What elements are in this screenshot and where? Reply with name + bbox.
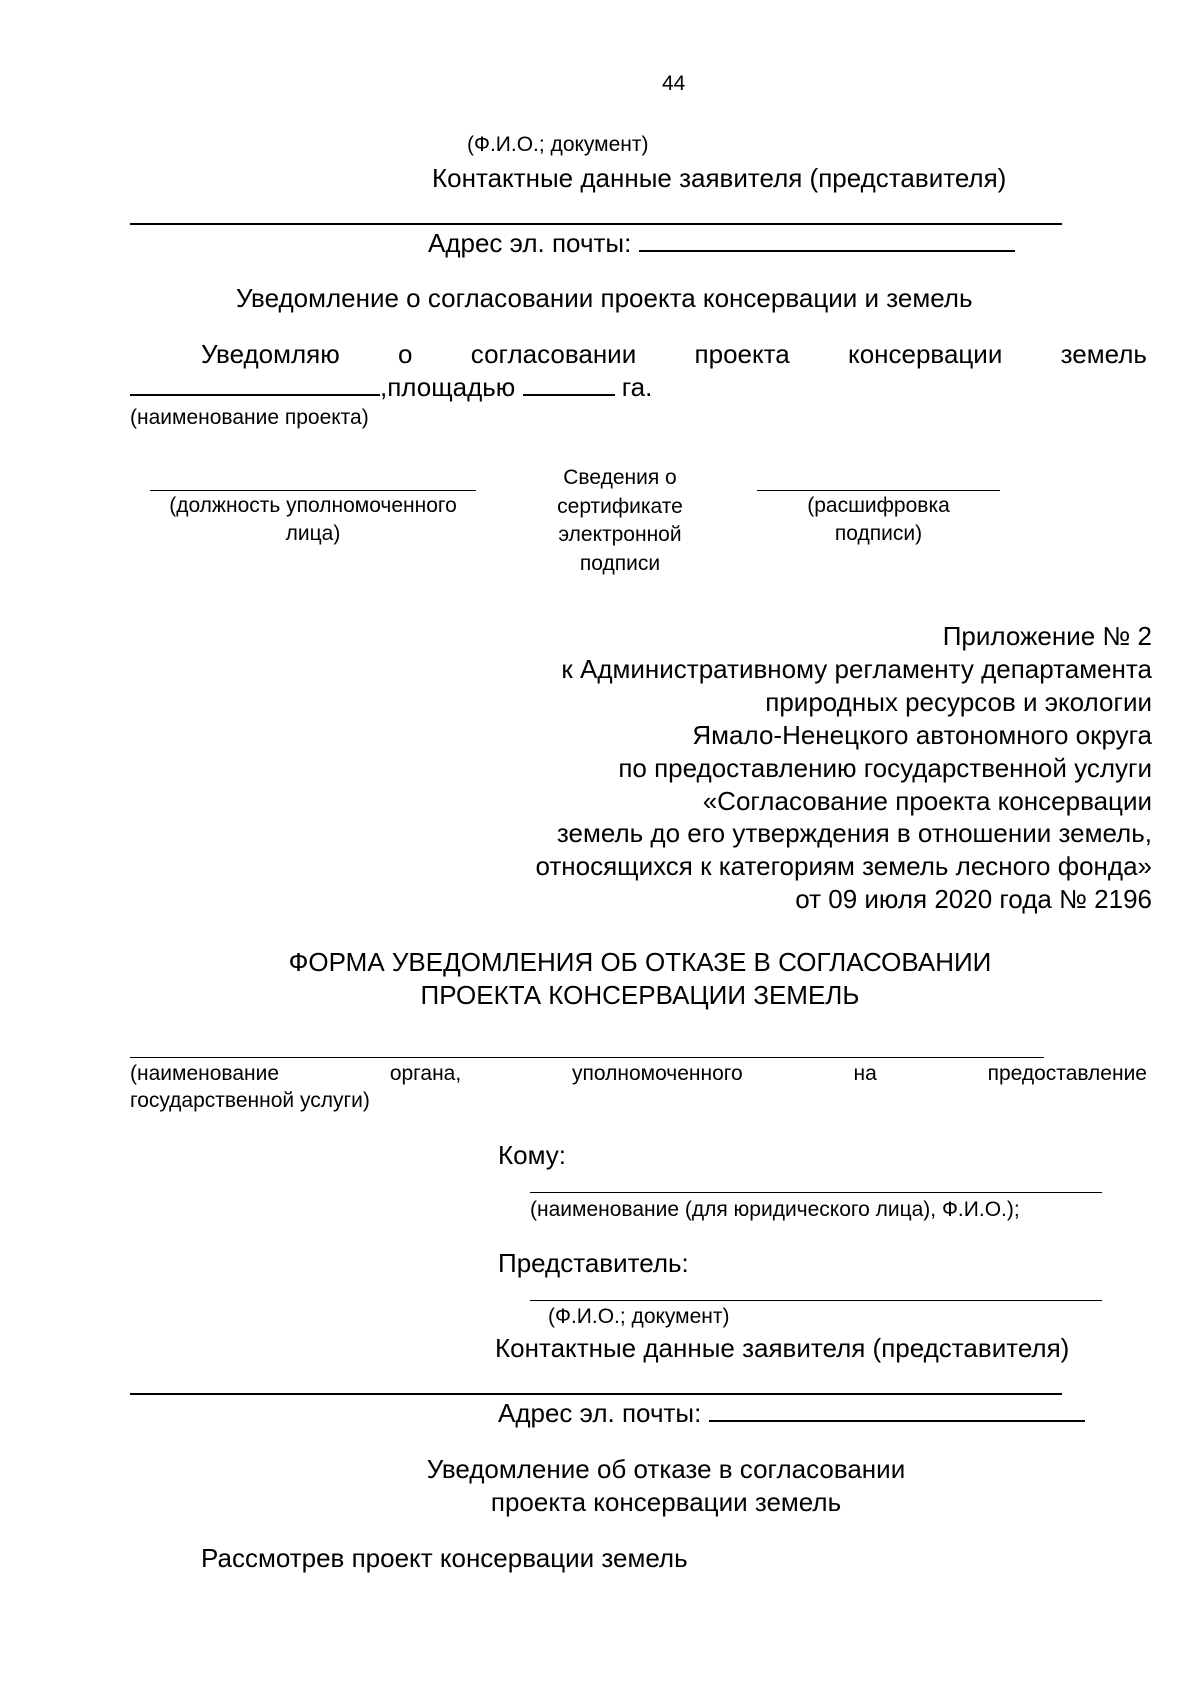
contacts-heading: Контактные данные заявителя (представителя) bbox=[432, 163, 1007, 193]
appendix-line: по предоставлению государственной услуги bbox=[618, 752, 1152, 783]
notice-body-line2 bbox=[130, 372, 652, 403]
appendix-line: природных ресурсов и экологии bbox=[765, 686, 1152, 717]
area-blank bbox=[523, 372, 615, 396]
appendix-line: от 09 июля 2020 года № 2196 bbox=[795, 884, 1152, 915]
form-email-blank bbox=[709, 1398, 1085, 1422]
organ-name-line bbox=[130, 1057, 1044, 1058]
project-caption: (наименование проекта) bbox=[130, 406, 369, 429]
contacts-rule bbox=[130, 223, 1062, 225]
notice-heading: Уведомление о согласовании проекта консервации и земель bbox=[236, 283, 973, 313]
appendix-line: относящихся к категориям земель лесного фонда» bbox=[535, 851, 1152, 882]
ha-unit: га. bbox=[621, 372, 653, 402]
appendix-line: земель до его утверждения в отношении земель, bbox=[556, 818, 1152, 849]
representative-label: Представитель: bbox=[498, 1248, 689, 1278]
appendix-line: Ямало-Ненецкого автономного округа bbox=[692, 719, 1152, 750]
position-caption: (должность уполномоченного лица) bbox=[169, 494, 457, 545]
project-name-blank bbox=[130, 372, 380, 396]
form-contacts-heading: Контактные данные заявителя (представителя) bbox=[495, 1333, 1070, 1363]
appendix-line: Приложение № 2 bbox=[942, 621, 1152, 651]
notice-body-line1 bbox=[201, 339, 1147, 370]
organ-caption-line2: государственной услуги) bbox=[130, 1089, 370, 1112]
form-email-label: Адрес эл. почты: bbox=[498, 1398, 702, 1428]
fio-doc-caption: (Ф.И.О.; документ) bbox=[467, 133, 649, 156]
body-word: земель bbox=[1060, 339, 1147, 369]
body-word: проекта bbox=[694, 339, 790, 369]
decoding-caption: (расшифровка подписи) bbox=[807, 494, 950, 545]
email-blank bbox=[639, 228, 1015, 252]
refusal-body: Рассмотрев проект консервации земель bbox=[201, 1543, 688, 1573]
page-number: 44 bbox=[662, 72, 686, 95]
decoding-signature-line bbox=[757, 490, 1000, 491]
body-word: согласовании bbox=[470, 339, 637, 369]
to-label: Кому: bbox=[498, 1140, 566, 1170]
appendix-line: «Согласование проекта консервации bbox=[702, 785, 1152, 816]
form-contacts-rule bbox=[130, 1393, 1062, 1395]
organ-caption-line1: (наименование органа, уполномоченного на предоставление bbox=[130, 1062, 1147, 1085]
appendix-block bbox=[535, 620, 1152, 916]
representative-name-line bbox=[530, 1300, 1102, 1301]
form-title: ФОРМА УВЕДОМЛЕНИЯ ОБ ОТКАЗЕ В СОГЛАСОВАНИИ ПРОЕКТА КОНСЕРВАЦИИ ЗЕМЕЛЬ bbox=[288, 947, 992, 1010]
to-name-line bbox=[530, 1192, 1102, 1193]
email-row bbox=[428, 228, 1015, 259]
form-email-row bbox=[498, 1398, 1085, 1429]
position-signature-line bbox=[150, 490, 476, 491]
email-label: Адрес эл. почты: bbox=[428, 228, 632, 258]
refusal-heading: Уведомление об отказе в согласовании проекта консервации земель bbox=[426, 1454, 906, 1517]
area-text: ,площадью bbox=[380, 372, 516, 402]
e-signature-info: Сведения о сертификате электронной подписи bbox=[557, 466, 683, 575]
to-caption: (наименование (для юридического лица), Ф.И.О.); bbox=[530, 1198, 1020, 1221]
body-word: о bbox=[398, 339, 413, 369]
appendix-line: к Административному регламенту департамента bbox=[561, 653, 1152, 684]
body-word: Уведомляю bbox=[201, 339, 340, 369]
body-word: консервации bbox=[848, 339, 1003, 369]
representative-fio-caption: (Ф.И.О.; документ) bbox=[548, 1305, 730, 1328]
